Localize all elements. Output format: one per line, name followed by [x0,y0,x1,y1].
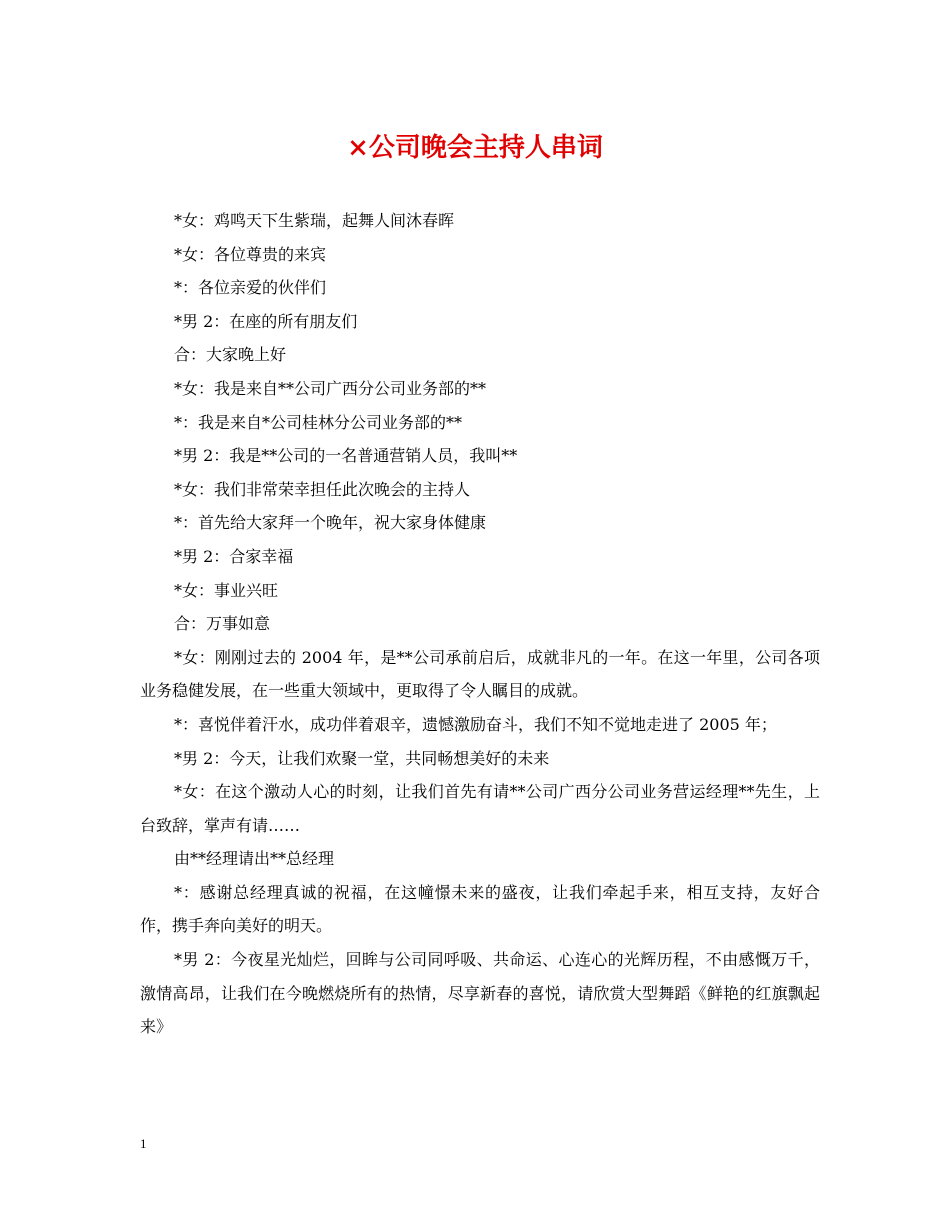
document-title: ×公司晚会主持人串词 [347,133,603,163]
paragraph: 合：大家晚上好 [174,345,287,365]
page-number: 1 [140,1136,147,1151]
paragraph: *：我是来自*公司桂林分公司业务部的** [174,412,463,432]
paragraph: *女：各位尊贵的来宾 [174,244,327,264]
paragraph: *女：刚刚过去的 2004 年，是**公司承前启后，成就非凡的一年。在这一年里，公司各项业务稳健发展，在一些重大领域中，更取得了令人瞩目的成就。 [140,647,820,701]
paragraph: *：喜悦伴着汗水，成功伴着艰辛，遗憾激励奋斗，我们不知不觉地走进了 2005 年； [174,714,777,734]
paragraph: *女：我们非常荣幸担任此次晚会的主持人 [174,479,471,499]
paragraph: *女：在这个激动人心的时刻，让我们首先有请**公司广西分公司业务营运经理**先生，上台致辞，掌声有请…… [140,782,820,835]
paragraph: *：各位亲爱的伙伴们 [174,278,327,298]
paragraph: *女：我是来自**公司广西分公司业务部的** [174,378,487,398]
paragraph: *男 2：我是**公司的一名普通营销人员，我叫** [174,446,518,466]
paragraph: *男 2：合家幸福 [174,546,294,566]
paragraph: *：感谢总经理真诚的祝福，在这幢憬未来的盛夜，让我们牵起手来，相互支持，友好合作，携手奔向美好的明天。 [140,882,820,936]
paragraph: *女：鸡鸣天下生紫瑞，起舞人间沐春晖 [174,211,455,230]
paragraph: *女：事业兴旺 [174,580,279,600]
paragraph: *男 2：今天，让我们欢聚一堂，共同畅想美好的未来 [174,748,550,768]
document-body [140,204,820,1044]
paragraph: *男 2：在座的所有朋友们 [174,311,358,331]
paragraph: *男 2：今夜星光灿烂，回眸与公司同呼吸、共命运、心连心的光辉历程，不由感慨万千，激情高昂，让我们在今晚燃烧所有的热情，尽享新春的喜悦，请欣赏大型舞蹈《鲜艳的红旗飘起来》 [140,950,820,1037]
paragraph: 合：万事如意 [174,614,271,634]
paragraph: 由**经理请出**总经理 [174,849,335,869]
paragraph: *：首先给大家拜一个晚年，祝大家身体健康 [174,513,487,533]
